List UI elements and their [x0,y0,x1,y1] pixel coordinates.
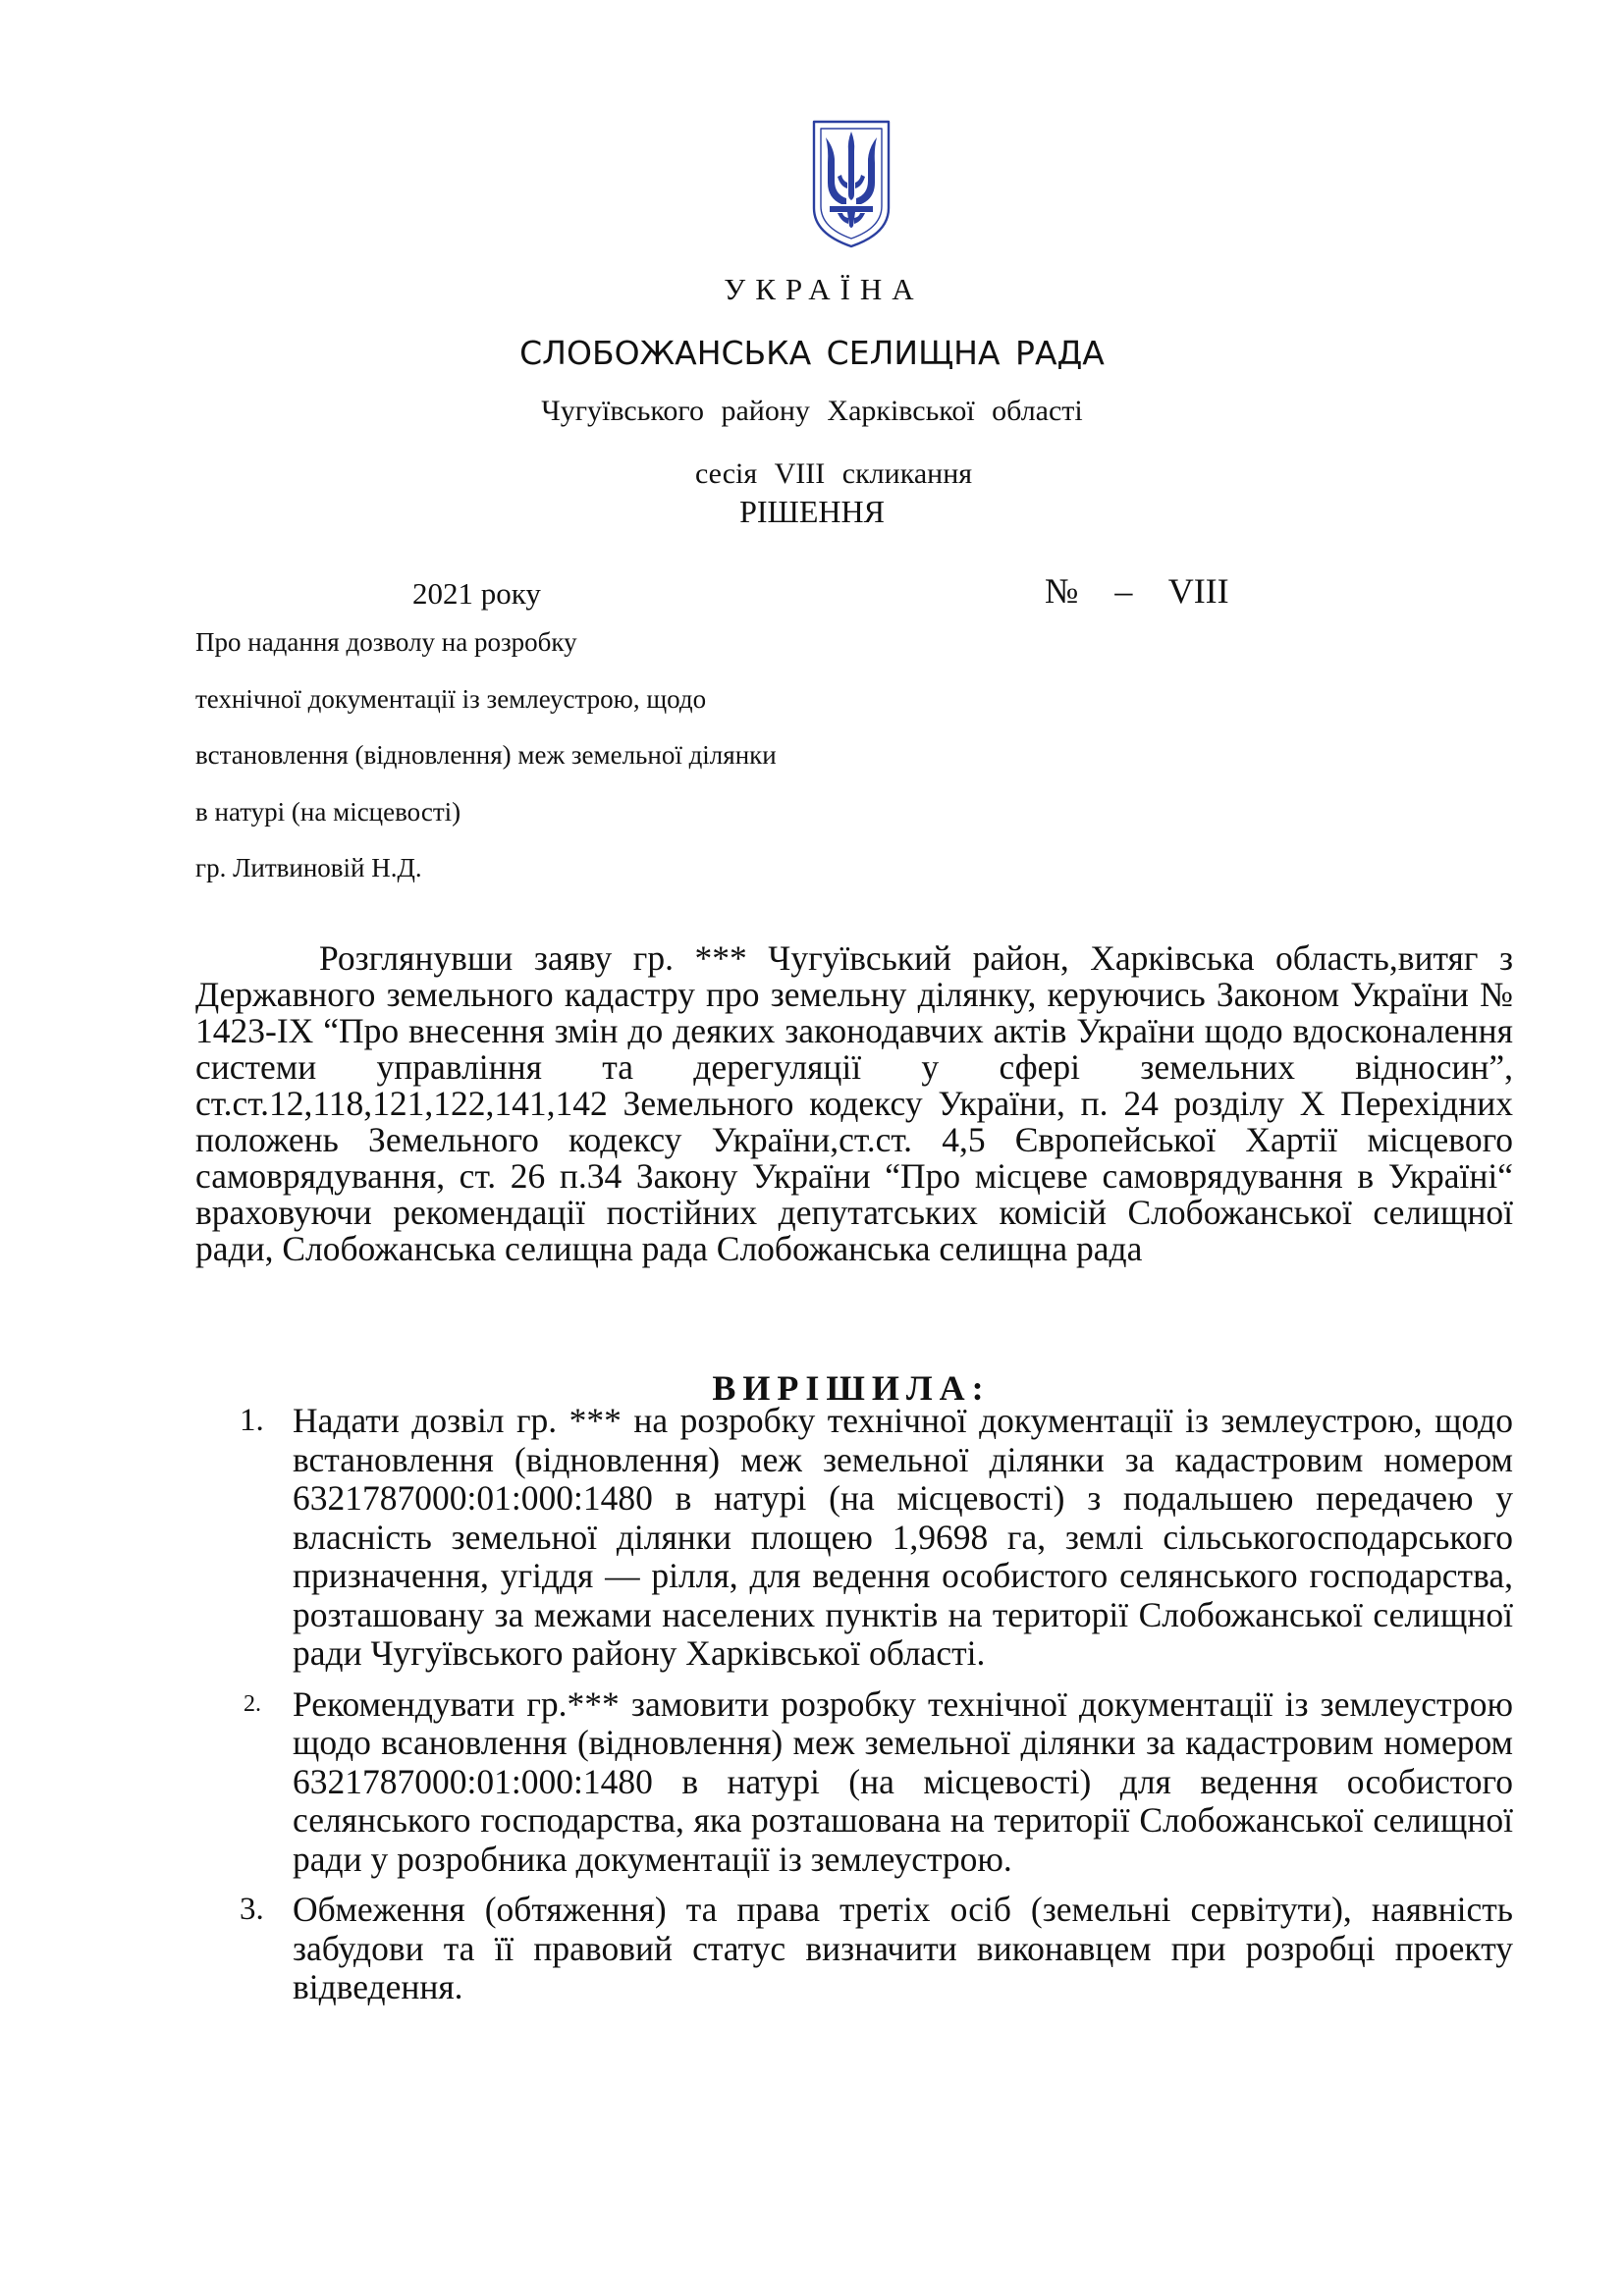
document-type: РІШЕННЯ [739,494,885,529]
item-number: 3. [240,1892,264,1927]
resolution-items [240,1401,1513,2019]
subject-line: гр. Литвиновій Н.Д. [195,853,422,882]
resolution-item [240,1401,1513,1674]
item-text: Надати дозвіл гр. *** на розробку технічної документації із землеустрою, щодо встановлення (відновлення) меж земельної ділянки за кадастровим номером 6321787000:01:000:1480 в натурі (на місцевості) з подальшею передачею у власність земельної ділянки площею 1,9698 га, землі сільськогосподарського призначення, угіддя — рілля, для ведення особистого селянського господарства, розташовану за межами населених пунктів на території Слобожанської селищної ради Чугуївського району Харківської області. [293,1401,1513,1673]
country-title: УКРАЇНА [724,272,924,306]
item-text: Рекомендувати гр.*** замовити розробку технічної документації із землеустрою щодо всановлення (відновлення) меж земельної ділянки за кадастровим номером 6321787000:01:000:1480 в натурі (на місцевості) для ведення особистого селянського господарства, яка розташована на території Слобожанської селищної ради у розробника документації із землеустрою. [293,1683,1513,1879]
item-number: 2. [244,1690,261,1717]
tryzub-coat-of-arms-icon [808,118,894,250]
council-title: СЛОБОЖАНСЬКА СЕЛИЩНА РАДА [519,334,1105,372]
subject-line: встановлення (відновлення) меж земельної ділянки [195,740,777,770]
preamble-paragraph: Розглянувши заяву гр. *** Чугуївський район, Харківська область,витяг з Державного земельного кадастру про земельну ділянку, керуючись Законом України № 1423-IX “Про внесення змін до деяких законодавчих актів України щодо вдосконалення системи управління та дерегуляції у сфері земельних відносин”, ст.ст.12,118,121,122,141,142 Земельного кодексу України, п. 24 розділу X Перехідних положень Земельного кодексу України,ст.ст. 4,5 Європейської Хартії місцевого самоврядування, ст. 26 п.34 Закону України “Про місцеве самоврядування в Україні“ враховуючи рекомендації постійних депутатських комісій Слобожанської селищної ради, Слобожанська селищна рада Слобожанська селищна рада [195,938,1513,1268]
resolution-item [244,1683,1513,1880]
resolution-heading: ВИРІШИЛА: [712,1368,991,1408]
subject-line: технічної документації із землеустрою, щодо [195,683,707,714]
decision-date: 2021 року [412,576,541,611]
subject-line: Про надання дозволу на розробку [195,627,577,657]
item-number: 1. [240,1403,264,1438]
decision-number: № – VIII [1045,571,1229,611]
subject-line: в натурі (на місцевості) [195,796,461,827]
decision-subject [195,614,777,897]
item-text: Обмеження (обтяження) та права третіх осіб (земельні сервітути), наявність забудови та її правовий статус визначити виконавцем при розробці проекту відведення. [293,1890,1513,2006]
session-line: сесія VIII скликання [694,457,973,490]
district-line: Чугуївського району Харківської області [541,395,1083,427]
resolution-item [240,1890,1513,2007]
